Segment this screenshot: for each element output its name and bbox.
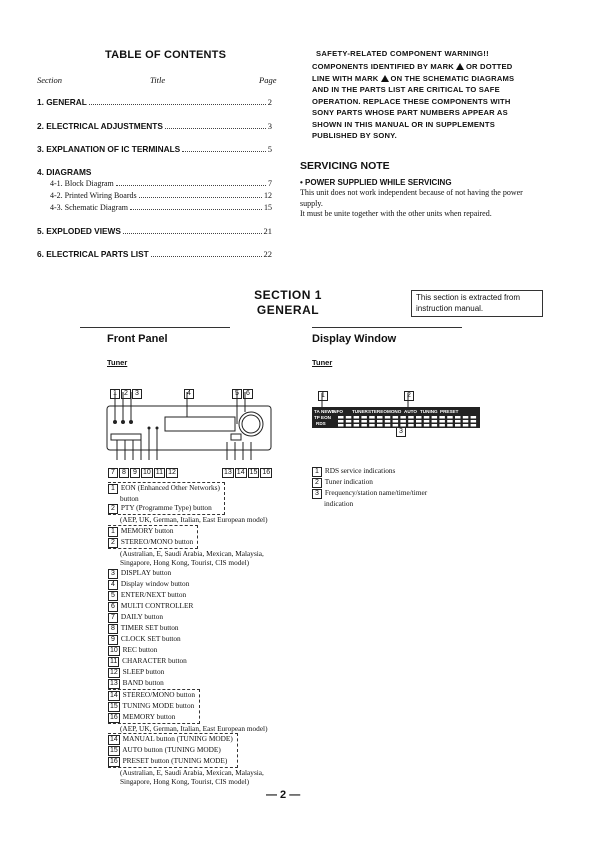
- toc-item-parts-list[interactable]: 6. ELECTRICAL PARTS LIST 22: [37, 249, 272, 259]
- lcd-segment: [393, 416, 399, 419]
- svg-text:TUNER: TUNER: [352, 409, 368, 414]
- callout-7: 7: [108, 468, 118, 478]
- callout-2: 2: [121, 389, 131, 399]
- lcd-segment: [471, 420, 477, 423]
- svg-text:NEWS: NEWS: [321, 409, 335, 414]
- front-panel-illustration: [105, 392, 275, 462]
- callout-6: 6: [243, 389, 253, 399]
- svg-text:TUNING: TUNING: [420, 409, 438, 414]
- callout-13: 13: [224, 469, 232, 476]
- toc-item-general[interactable]: 1. GENERAL 2: [37, 97, 272, 107]
- safety-warning-text: COMPONENTS IDENTIFIED BY MARK OR DOTTED LINE WITH MARK ON THE SCHEMATIC DIAGRAMS AND IN THE PARTS LIST ARE CRITICAL TO SAFE OPERATION. REPLACE THESE COMPONENTS WITH SONY PARTS WHOSE PART NUMBERS APPEAR AS SHOWN IN THIS MANUAL OR IN SUPPLEMENTS PUBLISHED BY SONY.: [312, 62, 515, 140]
- lcd-segment: [471, 424, 477, 427]
- callout-5: 5: [232, 389, 242, 399]
- lcd-segment: [439, 420, 445, 423]
- lcd-segment: [338, 416, 344, 419]
- lcd-segment: [377, 424, 383, 427]
- lcd-segment: [455, 420, 461, 423]
- toc-item-exploded-views[interactable]: 5. EXPLODED VIEWS 21: [37, 226, 272, 236]
- svg-text:STEREO: STEREO: [368, 409, 387, 414]
- front-panel-tuner-label: Tuner: [107, 358, 128, 367]
- extract-note-box: This section is extracted from instruction manual.: [411, 290, 543, 317]
- lcd-segment: [416, 424, 422, 427]
- svg-text:MONO: MONO: [387, 409, 402, 414]
- lcd-segment: [424, 420, 430, 423]
- lcd-segment: [385, 424, 391, 427]
- lcd-segment: [408, 416, 414, 419]
- lcd-segment: [416, 416, 422, 419]
- servicing-note-body: This unit does not work independent because of not having the power supply. It must be unite together with the other units when repaired.: [300, 188, 523, 218]
- callout-11: 11: [155, 469, 164, 476]
- callout-4: 4: [184, 389, 194, 399]
- lcd-segment: [346, 420, 352, 423]
- display-window-title: Display Window: [312, 333, 397, 345]
- lcd-segment: [385, 416, 391, 419]
- lcd-segment: [408, 420, 414, 423]
- display-window-legend: 1 RDS service indications 2 Tuner indication 3 Frequency/station name/time/timer indication: [312, 466, 427, 508]
- safety-warning-title: SAFETY-RELATED COMPONENT WARNING!!: [316, 49, 489, 58]
- svg-text:PRESET: PRESET: [440, 409, 459, 414]
- lcd-segment: [400, 416, 406, 419]
- lcd-segment: [369, 420, 375, 423]
- toc-item-electrical-adjustments[interactable]: 2. ELECTRICAL ADJUSTMENTS 3: [37, 121, 272, 131]
- lcd-segment: [463, 420, 469, 423]
- display-callout-3: 3: [396, 427, 406, 437]
- servicing-note-subtitle: • POWER SUPPLIED WHILE SERVICING: [300, 178, 452, 187]
- front-panel-bottom-callouts: [108, 461, 179, 479]
- lcd-segment: [447, 424, 453, 427]
- divider: [312, 327, 462, 328]
- lcd-segment: [432, 420, 438, 423]
- svg-text:RDS: RDS: [316, 421, 326, 426]
- lcd-segment: [447, 420, 453, 423]
- lcd-segment: [408, 424, 414, 427]
- warning-triangle-icon: [456, 63, 464, 70]
- callout-8: 8: [119, 468, 129, 478]
- svg-text:TP: TP: [314, 415, 320, 420]
- lcd-segment: [455, 424, 461, 427]
- display-callout-1: 1: [318, 391, 328, 401]
- servicing-note-title: SERVICING NOTE: [300, 160, 390, 172]
- divider: [80, 327, 230, 328]
- toc-item-printed-wiring-boards[interactable]: 4-2. Printed Wiring Boards 12: [50, 191, 272, 200]
- lcd-segment: [416, 420, 422, 423]
- svg-text:TA: TA: [314, 409, 320, 414]
- lcd-segment: [471, 416, 477, 419]
- lcd-segment: [338, 424, 344, 427]
- display-callout-2: 2: [404, 391, 414, 401]
- lcd-segment: [385, 420, 391, 423]
- svg-text:INFO: INFO: [332, 409, 343, 414]
- lcd-segment: [346, 416, 352, 419]
- warning-triangle-icon: [381, 75, 389, 82]
- lcd-segment: [361, 420, 367, 423]
- toc-item-schematic-diagram[interactable]: 4-3. Schematic Diagram 15: [50, 203, 272, 212]
- svg-text:EON: EON: [321, 415, 331, 420]
- lcd-segment: [447, 416, 453, 419]
- lcd-segment: [432, 424, 438, 427]
- lcd-segment: [377, 416, 383, 419]
- lcd-segment: [439, 424, 445, 427]
- lcd-segment: [424, 416, 430, 419]
- lcd-segment: [346, 424, 352, 427]
- toc-col-title: Title: [150, 75, 166, 85]
- lcd-segment: [455, 416, 461, 419]
- page-number: — 2 —: [266, 789, 301, 801]
- lcd-segment: [439, 416, 445, 419]
- svg-text:AUTO: AUTO: [404, 409, 417, 414]
- toc-item-diagrams[interactable]: 4. DIAGRAMS: [37, 167, 92, 177]
- callout-14: 14: [236, 469, 245, 476]
- lcd-segment: [463, 416, 469, 419]
- lcd-segment: [354, 424, 360, 427]
- lcd-segment: [354, 416, 360, 419]
- front-panel-title: Front Panel: [107, 333, 168, 345]
- toc-item-ic-terminals[interactable]: 3. EXPLANATION OF IC TERMINALS 5: [37, 144, 272, 154]
- section-heading: SECTION 1 GENERAL: [254, 288, 322, 317]
- callout-1: 1: [110, 389, 120, 399]
- lcd-segment: [369, 416, 375, 419]
- toc-col-page: Page: [259, 75, 277, 85]
- toc-col-section: Section: [37, 75, 63, 85]
- display-window-tuner-label: Tuner: [312, 358, 333, 367]
- callout-3: 3: [132, 389, 142, 399]
- lcd-segment: [354, 420, 360, 423]
- callout-9: 9: [130, 468, 140, 478]
- callout-12: 12: [168, 469, 176, 476]
- front-panel-legend: 1 EON (Enhanced Other Networks) button 2 PTY (Programme Type) button (AEP, UK, German, Italian, East European model) 1 MEMORY button 2 STEREO/MONO button (Australian, E, Saudi Arabia, Mexican, Malaysia, Singapore, Hong Kong, Tourist, CIS model) 3 DISPLAY button 4 Display window button 5 ENTER/NEXT button 6 MULTI CONTROLLER 7 DAILY button 8 TIMER SET button 9 CLOCK SET button 10 REC button 11 CHARACTER button 12 SLEEP button 13 BAND button 14 STEREO/MONO button 15 TUNING MODE button 16 MEMORY button (AEP, UK, German, Italian, East European model) 14 MANUAL button (TUNING MODE) 15 AUTO button (TUNING MODE) 16 PRESET button (TUNING MODE) (Australian, E, Saudi Arabia, Mexican, Malaysia, Singapore, Hong Kong, Tourist, CIS model): [110, 483, 268, 787]
- lcd-segment: [432, 416, 438, 419]
- lcd-segment: [369, 424, 375, 427]
- lcd-segment: [361, 424, 367, 427]
- lcd-segment: [424, 424, 430, 427]
- toc-item-block-diagram[interactable]: 4-1. Block Diagram 7: [50, 179, 272, 188]
- lcd-segment: [463, 424, 469, 427]
- callout-16: 16: [262, 469, 271, 476]
- callout-15: 15: [249, 469, 258, 476]
- callout-10: 10: [143, 469, 151, 476]
- lcd-segment: [377, 420, 383, 423]
- toc-title: TABLE OF CONTENTS: [105, 49, 227, 61]
- lcd-segment: [361, 416, 367, 419]
- lcd-segment: [338, 420, 344, 423]
